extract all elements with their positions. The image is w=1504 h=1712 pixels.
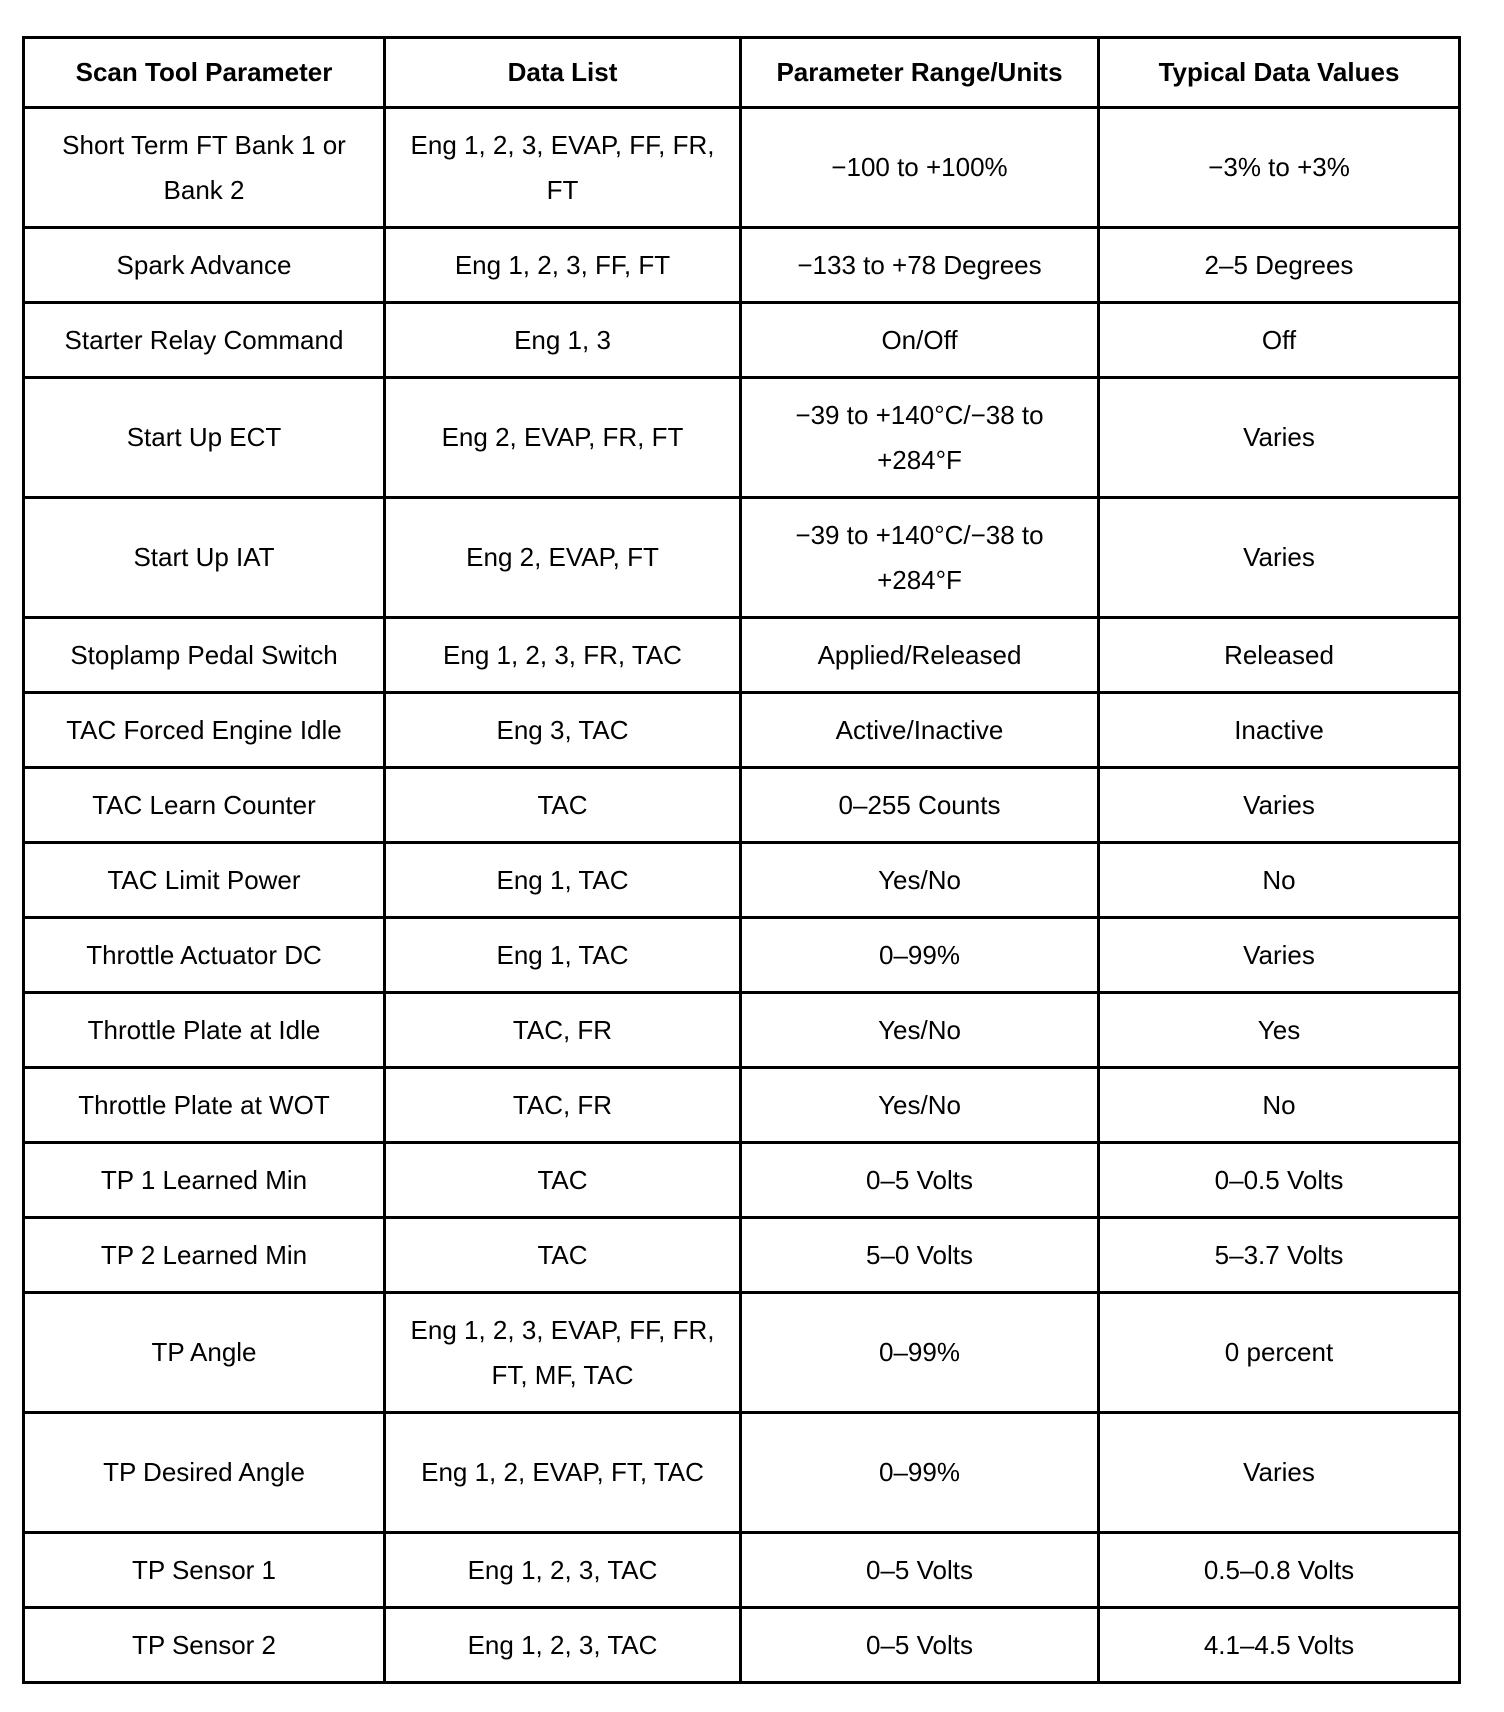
data-list-cell: Eng 2, EVAP, FR, FT — [385, 378, 741, 498]
table-row — [24, 1143, 1460, 1218]
table-row — [24, 108, 1460, 228]
range-cell: 0–99% — [741, 1413, 1099, 1533]
data-list-cell: Eng 1, 2, 3, FF, FT — [385, 228, 741, 303]
table-row — [24, 1608, 1460, 1683]
parameter-cell: Stoplamp Pedal Switch — [24, 618, 385, 693]
typical-value-cell: Varies — [1099, 918, 1460, 993]
table-row — [24, 378, 1460, 498]
data-list-cell: Eng 2, EVAP, FT — [385, 498, 741, 618]
data-list-cell: Eng 1, TAC — [385, 843, 741, 918]
typical-value-cell: No — [1099, 1068, 1460, 1143]
range-cell: Yes/No — [741, 993, 1099, 1068]
parameter-cell: Start Up IAT — [24, 498, 385, 618]
table-row — [24, 303, 1460, 378]
range-cell: Yes/No — [741, 843, 1099, 918]
range-cell: Yes/No — [741, 1068, 1099, 1143]
data-list-cell: Eng 3, TAC — [385, 693, 741, 768]
typical-value-cell: 2–5 Degrees — [1099, 228, 1460, 303]
parameter-cell: TP Sensor 1 — [24, 1533, 385, 1608]
range-cell: 0–5 Volts — [741, 1608, 1099, 1683]
table-row — [24, 768, 1460, 843]
typical-value-cell: Yes — [1099, 993, 1460, 1068]
range-cell: 5–0 Volts — [741, 1218, 1099, 1293]
header-scan-tool-parameter: Scan Tool Parameter — [24, 38, 385, 108]
header-parameter-range-units: Parameter Range/Units — [741, 38, 1099, 108]
table-row — [24, 1533, 1460, 1608]
range-cell: 0–5 Volts — [741, 1143, 1099, 1218]
range-cell: Active/Inactive — [741, 693, 1099, 768]
parameter-cell: TP Sensor 2 — [24, 1608, 385, 1683]
range-cell: 0–5 Volts — [741, 1533, 1099, 1608]
range-cell: −100 to +100% — [741, 108, 1099, 228]
parameter-cell: Spark Advance — [24, 228, 385, 303]
parameter-cell: Starter Relay Command — [24, 303, 385, 378]
data-list-cell: TAC — [385, 1143, 741, 1218]
table-row — [24, 228, 1460, 303]
scan-tool-data-table-container — [22, 36, 1458, 1684]
data-list-cell: Eng 1, 2, 3, EVAP, FF, FR, FT, MF, TAC — [385, 1293, 741, 1413]
data-list-cell: Eng 1, 2, EVAP, FT, TAC — [385, 1413, 741, 1533]
data-list-cell: Eng 1, 2, 3, EVAP, FF, FR, FT — [385, 108, 741, 228]
table-row — [24, 1413, 1460, 1533]
typical-value-cell: Released — [1099, 618, 1460, 693]
range-cell: −39 to +140°C/−38 to +284°F — [741, 378, 1099, 498]
data-list-cell: Eng 1, 2, 3, TAC — [385, 1608, 741, 1683]
parameter-cell: TAC Forced Engine Idle — [24, 693, 385, 768]
header-data-list: Data List — [385, 38, 741, 108]
typical-value-cell: Varies — [1099, 378, 1460, 498]
table-row — [24, 618, 1460, 693]
parameter-cell: TAC Learn Counter — [24, 768, 385, 843]
table-row — [24, 993, 1460, 1068]
table-row — [24, 1293, 1460, 1413]
typical-value-cell: Varies — [1099, 768, 1460, 843]
parameter-cell: TP Desired Angle — [24, 1413, 385, 1533]
typical-value-cell: −3% to +3% — [1099, 108, 1460, 228]
range-cell: Applied/Released — [741, 618, 1099, 693]
parameter-cell: TAC Limit Power — [24, 843, 385, 918]
parameter-cell: TP 2 Learned Min — [24, 1218, 385, 1293]
table-row — [24, 918, 1460, 993]
range-cell: On/Off — [741, 303, 1099, 378]
typical-value-cell: 0–0.5 Volts — [1099, 1143, 1460, 1218]
data-list-cell: Eng 1, 3 — [385, 303, 741, 378]
data-list-cell: TAC — [385, 768, 741, 843]
parameter-cell: Short Term FT Bank 1 or Bank 2 — [24, 108, 385, 228]
typical-value-cell: Varies — [1099, 1413, 1460, 1533]
parameter-cell: Start Up ECT — [24, 378, 385, 498]
data-list-cell: TAC, FR — [385, 993, 741, 1068]
scan-tool-data-table — [22, 36, 1461, 1684]
range-cell: 0–99% — [741, 1293, 1099, 1413]
parameter-cell: Throttle Plate at Idle — [24, 993, 385, 1068]
data-list-cell: Eng 1, 2, 3, TAC — [385, 1533, 741, 1608]
typical-value-cell: 0.5–0.8 Volts — [1099, 1533, 1460, 1608]
table-row — [24, 1218, 1460, 1293]
data-list-cell: TAC — [385, 1218, 741, 1293]
parameter-cell: TP Angle — [24, 1293, 385, 1413]
typical-value-cell: Varies — [1099, 498, 1460, 618]
table-row — [24, 693, 1460, 768]
typical-value-cell: No — [1099, 843, 1460, 918]
table-row — [24, 843, 1460, 918]
range-cell: 0–255 Counts — [741, 768, 1099, 843]
range-cell: 0–99% — [741, 918, 1099, 993]
header-typical-data-values: Typical Data Values — [1099, 38, 1460, 108]
range-cell: −133 to +78 Degrees — [741, 228, 1099, 303]
typical-value-cell: 0 percent — [1099, 1293, 1460, 1413]
typical-value-cell: Off — [1099, 303, 1460, 378]
typical-value-cell: 5–3.7 Volts — [1099, 1218, 1460, 1293]
parameter-cell: TP 1 Learned Min — [24, 1143, 385, 1218]
typical-value-cell: 4.1–4.5 Volts — [1099, 1608, 1460, 1683]
table-row — [24, 1068, 1460, 1143]
parameter-cell: Throttle Actuator DC — [24, 918, 385, 993]
data-list-cell: Eng 1, 2, 3, FR, TAC — [385, 618, 741, 693]
header-row — [24, 38, 1460, 108]
table-row — [24, 498, 1460, 618]
typical-value-cell: Inactive — [1099, 693, 1460, 768]
range-cell: −39 to +140°C/−38 to +284°F — [741, 498, 1099, 618]
parameter-cell: Throttle Plate at WOT — [24, 1068, 385, 1143]
data-list-cell: TAC, FR — [385, 1068, 741, 1143]
data-list-cell: Eng 1, TAC — [385, 918, 741, 993]
